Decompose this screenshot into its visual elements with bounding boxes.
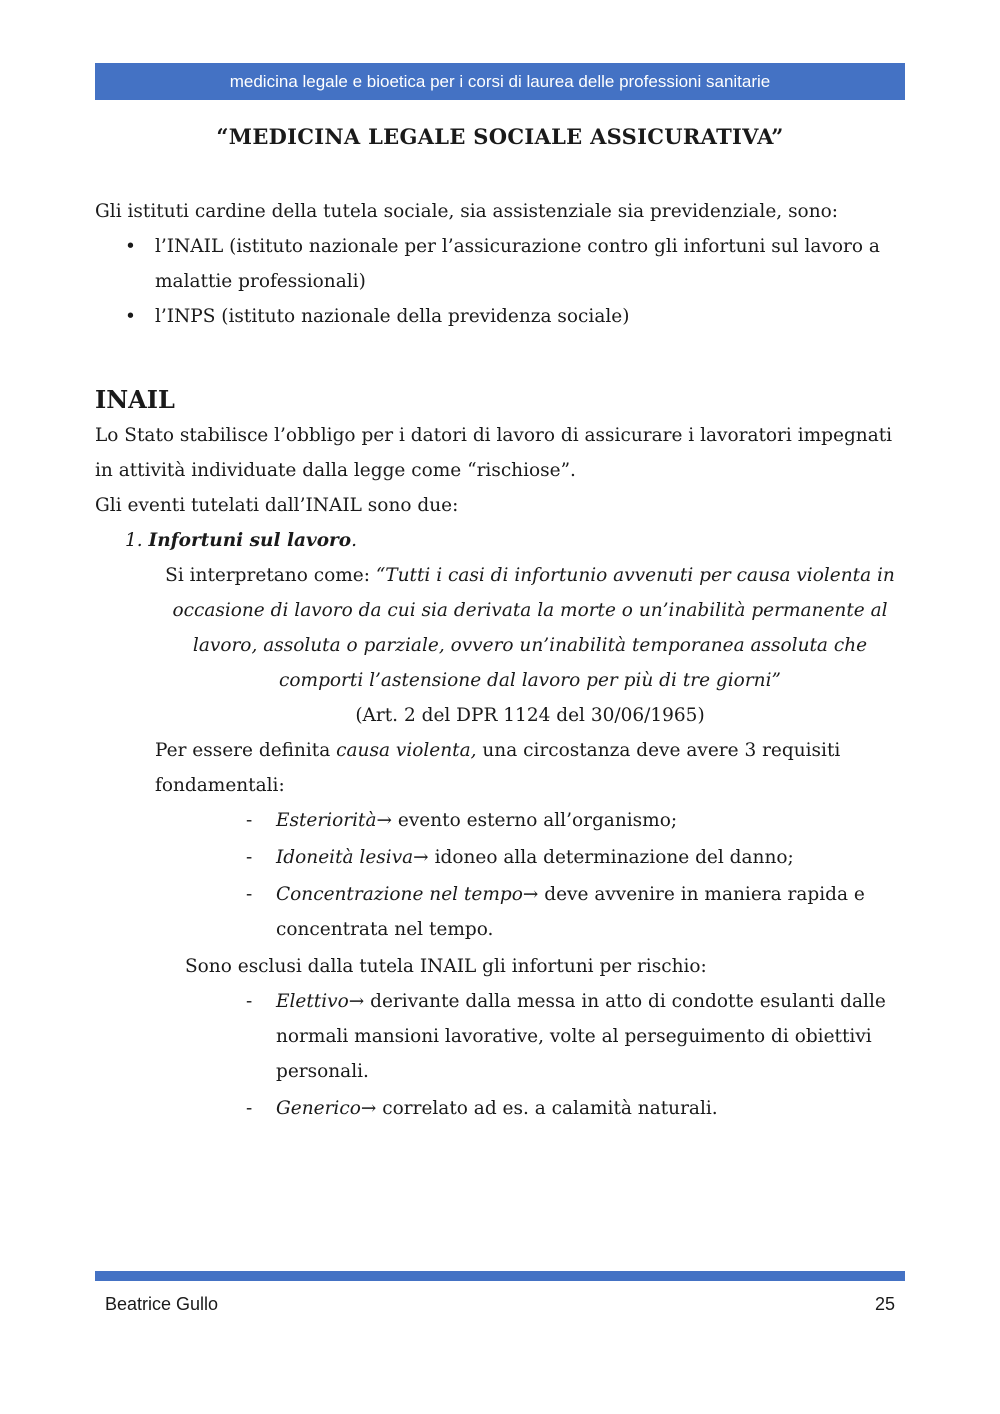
list-item-infortuni [95,523,905,558]
running-header-text: medicina legale e bioetica per i corsi di laurea delle professioni sanitarie [229,71,771,91]
arrow-right-icon: → [376,810,393,831]
requisites-tail: una circostanza deve avere 3 requisiti fondamentali: [155,740,841,796]
requisites-lead: Per essere definita [155,740,337,761]
requisites-paragraph [95,733,905,803]
arrow-right-icon: → [348,991,365,1012]
requisite-text: deve avvenire in maniera rapida e concentrata nel tempo. [276,884,865,940]
excluded-paragraph: Sono esclusi dalla tutela INAIL gli infortuni per rischio: [185,956,707,977]
quote-text: “Tutti i casi di infortunio avvenuti per causa violenta in occasione di lavoro da cui sia derivata la morte o un’inabilità permanente al lavoro, assoluta o parziale, ovvero un’inabilità temporanea assoluta che comporti l’astensione dal lavoro per più di tre giorni” [172,565,895,691]
requisite-text: evento esterno all’organismo; [392,810,678,831]
excluded-text: correlato ad es. a calamità naturali. [376,1098,718,1119]
inail-paragraph-events: Gli eventi tutelati dall’INAIL sono due: [95,495,459,516]
intro-bullet-list [95,229,905,334]
requisites-list [95,803,905,947]
requisite-term: Esteriorità [276,810,377,831]
footer-rule [95,1271,905,1281]
bullet-inps: • l’INPS (istituto nazionale della previdenza sociale) [155,299,905,334]
requisite-item [276,840,905,875]
intro-paragraph: Gli istituti cardine della tutela sociale, sia assistenziale sia previdenziale, sono: [95,201,838,222]
bullet-inail: • l’INAIL (istituto nazionale per l’assicurazione contro gli infortuni sul lavoro a malattie professionali) [155,229,905,299]
requisite-term: Idoneità lesiva [276,847,414,868]
arrow-right-icon: → [413,847,429,868]
excluded-list [95,984,905,1126]
page-number: 25 [874,1294,895,1314]
page-content [95,118,905,1128]
list-item-title: Infortuni sul lavoro [148,530,352,551]
running-header [95,63,905,100]
list-number: 1. [125,530,143,551]
requisite-item [276,877,905,947]
excluded-term: Generico [276,1098,361,1119]
page-title: “MEDICINA LEGALE SOCIALE ASSICURATIVA” [216,124,784,149]
quote-lead: Si interpretano come: [165,565,376,586]
inail-paragraph-obligation: Lo Stato stabilisce l’obbligo per i datori di lavoro di assicurare i lavoratori impegnati in attività individuate dalla legge come “rischiose”. [95,425,893,481]
excluded-text: derivante dalla messa in atto di condotte esulanti dalle normali mansioni lavorative, volte al perseguimento di obiettivi personali. [276,991,886,1082]
section-heading-inail: INAIL [95,385,175,414]
requisite-text: idoneo alla determinazione del danno; [428,847,794,868]
article-reference: (Art. 2 del DPR 1124 del 30/06/1965) [355,705,705,726]
requisite-term: Concentrazione nel tempo [276,884,523,905]
excluded-term: Elettivo [276,991,349,1012]
excluded-item [276,1091,905,1126]
list-item-title-end: . [351,530,358,551]
arrow-right-icon: → [522,884,539,905]
arrow-right-icon: → [360,1098,377,1119]
requisite-item [276,803,905,838]
requisites-term: causa violenta, [336,740,477,761]
excluded-item [276,984,905,1089]
definition-quote [95,558,905,698]
footer-author: Beatrice Gullo [105,1294,219,1314]
